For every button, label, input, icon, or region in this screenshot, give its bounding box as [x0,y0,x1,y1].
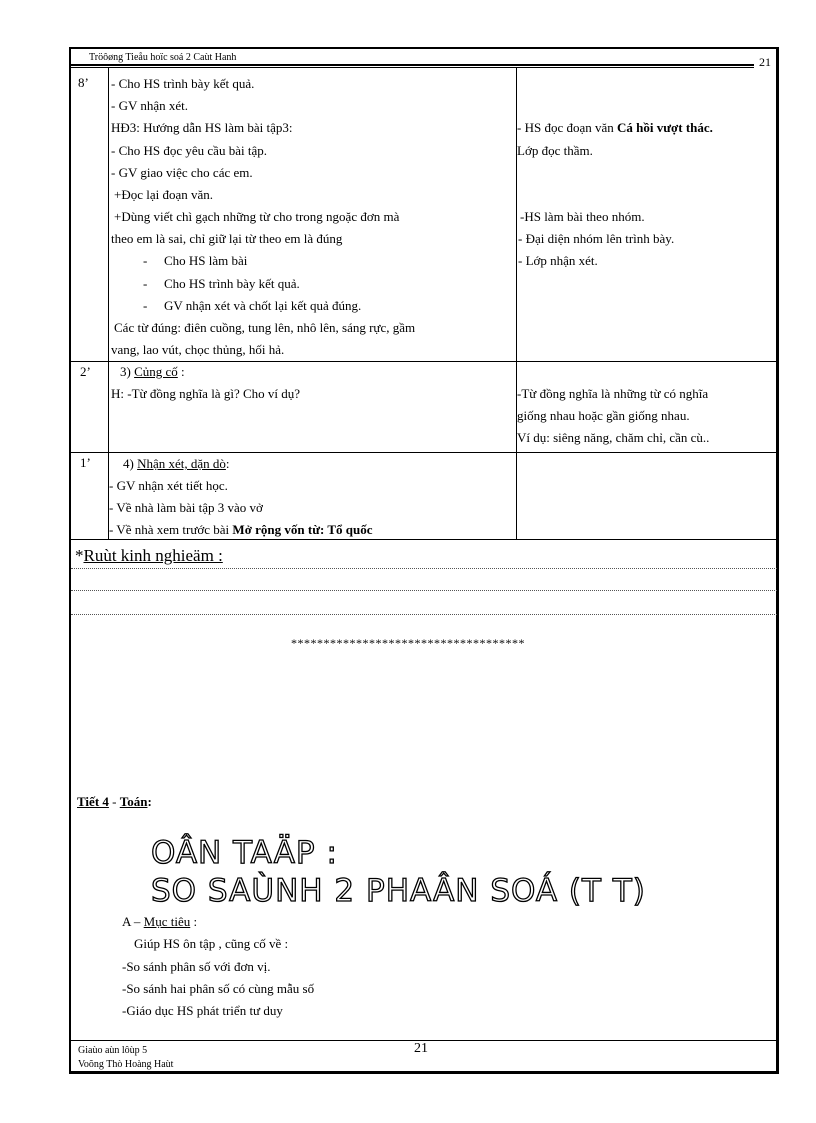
teacher-line: HĐ3: Hướng dẫn HS làm bài tập3: [111,120,293,135]
remarks-line: - GV nhận xét tiết học. [109,478,228,493]
student-line: Lớp đọc thầm. [517,143,593,158]
separator-stars: ************************************ [291,636,525,650]
student-line: - Đại diện nhóm lên trình bày. [518,231,675,246]
table-row-divider [71,452,777,453]
teacher-line: Cho HS làm bài [164,253,248,268]
table-divider-time [108,67,109,539]
teacher-line: Cho HS trình bày kết quả. [164,276,300,291]
row2-time: 2’ [80,364,91,379]
teacher-line: - GV nhận xét. [111,98,189,113]
lesson-title-line1: OÂN TAÄP : [151,835,338,871]
lesson-heading: Tiết 4 - Toán: [77,794,152,809]
teacher-line: Các từ đúng: điên cuồng, tung lên, nhô lên, sáng rực, gầm [114,320,416,335]
table-row-divider [71,361,777,362]
student-line: - Lớp nhận xét. [518,253,598,268]
footer-line2: Voõng Thò Hoàng Haùt [78,1059,174,1070]
remarks-line: - Về nhà làm bài tập 3 vào vở [109,500,263,515]
teacher-line: theo em là sai, chỉ giữ lại từ theo em là đúng [111,231,343,246]
header-rule-thin [71,67,754,68]
table-row-divider [71,539,777,540]
remarks-line: - Về nhà xem trước bài Mở rộng vốn từ: Tổ quốc [109,522,373,537]
dotted-line [71,568,777,569]
objective-line: -So sánh hai phân số có cùng mẫu số [122,981,315,996]
footer-line1: Giaùo aùn lôùp 5 [78,1045,148,1056]
section-heading-review: 3) Củng cố : [120,364,185,379]
header-rule [71,64,754,66]
teacher-bullet: - [143,298,148,313]
row3-time: 1’ [80,455,91,470]
teacher-line: - GV giao việc cho các em. [111,165,253,180]
lesson-title-line2: SO SAÙNH 2 PHAÂN SOÁ (T T) [151,873,646,909]
student-line: - HS đọc đoạn văn Cá hồi vượt thác. [517,120,713,135]
dotted-line [71,590,777,591]
teacher-bullet: - [143,276,148,291]
teacher-line: GV nhận xét và chốt lại kết quả đúng. [164,298,362,313]
table-divider-student [516,67,517,539]
row1-time: 8’ [78,75,89,90]
student-line: -HS làm bài theo nhóm. [520,209,645,224]
dotted-line [71,614,777,615]
section-heading-remarks: 4) Nhận xét, dặn dò: [123,456,230,471]
review-answer-line: Ví dụ: siêng năng, chăm chỉ, cần cù.. [517,430,710,445]
teacher-line: vang, lao vút, chọc thủng, hối hả. [111,342,285,357]
header-page-number: 21 [759,55,771,69]
footer-page-number: 21 [414,1041,428,1056]
teacher-line: +Dùng viết chì gạch những từ cho trong ngoặc đơn mà [114,209,400,224]
objective-heading: A – Mục tiêu : [122,914,198,929]
teacher-line: - Cho HS đọc yêu cầu bài tập. [111,143,267,158]
objective-line: Giúp HS ôn tập , cũng cố về : [134,936,289,951]
experience-label: *Ruùt kinh nghieäm : [75,546,223,565]
review-answer-line: -Từ đồng nghĩa là những từ có nghĩa [517,386,709,401]
objective-line: -Giáo dục HS phát triển tư duy [122,1003,283,1018]
objective-line: -So sánh phân số với đơn vị. [122,959,271,974]
review-answer-line: giống nhau hoặc gần giống nhau. [517,408,690,423]
review-question: H: -Từ đồng nghĩa là gì? Cho ví dụ? [111,386,301,401]
teacher-line: - Cho HS trình bày kết quả. [111,76,255,91]
teacher-line: +Đọc lại đoạn văn. [114,187,214,202]
teacher-bullet: - [143,253,148,268]
header-school: Tröôøng Tieåu hoïc soá 2 Caùt Hanh [89,52,237,63]
